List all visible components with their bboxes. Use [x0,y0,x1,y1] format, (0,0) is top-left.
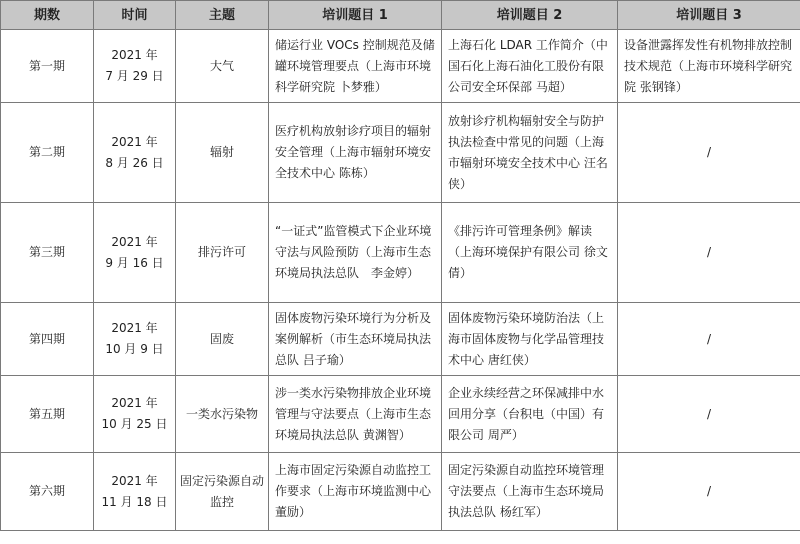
topic-1-cell: 固体废物污染环境行为分析及案例解析（市生态环境局执法总队 吕子瑜） [269,303,442,376]
topic-2-cell: 上海石化 LDAR 工作简介（中国石化上海石油化工股份有限公司安全环保部 马超） [442,30,618,103]
date-year: 2021 年 [111,234,158,249]
table-row [1,453,800,531]
date-cell [94,103,176,203]
period-cell: 第三期 [1,203,94,303]
date-day: 10 月 9 日 [105,342,164,356]
period-cell: 第五期 [1,376,94,453]
period-cell: 第二期 [1,103,94,203]
topic-1-cell: 涉一类水污染物排放企业环境管理与守法要点（上海市生态环境局执法总队 黄渊智） [269,376,442,453]
header-topic-1: 培训题目 1 [269,1,442,30]
date-cell [94,203,176,303]
date-day: 10 月 25 日 [101,417,168,431]
date-year: 2021 年 [111,134,158,149]
topic-2-cell: 固体废物污染环境防治法（上海市固体废物与化学品管理技术中心 唐红侠） [442,303,618,376]
header-topic-3: 培训题目 3 [618,1,800,30]
header-date: 时间 [94,1,176,30]
table-row [1,203,800,303]
period-cell: 第一期 [1,30,94,103]
topic-3-cell: / [618,203,800,303]
period-cell: 第六期 [1,453,94,531]
date-day: 11 月 18 日 [101,494,168,509]
topic-1-cell: 上海市固定污染源自动监控工作要求（上海市环境监测中心 董励） [269,453,442,531]
table-row [1,376,800,453]
theme-cell: 固废 [176,303,269,376]
header-topic-2: 培训题目 2 [442,1,618,30]
theme-cell: 辐射 [176,103,269,203]
theme-cell: 大气 [176,30,269,103]
topic-3-cell: / [618,303,800,376]
header-period: 期数 [1,1,94,30]
table-row [1,303,800,376]
topic-3-cell: / [618,103,800,203]
date-year: 2021 年 [111,321,158,335]
topic-1-cell: 医疗机构放射诊疗项目的辐射安全管理（上海市辐射环境安全技术中心 陈栋） [269,103,442,203]
topic-3-cell: 设备泄露挥发性有机物排放控制技术规范（上海市环境科学研究院 张钢锋） [618,30,800,103]
table-header-row [1,1,800,30]
theme-cell: 固定污染源自动监控 [176,453,269,531]
date-cell [94,303,176,376]
topic-2-cell: 《排污许可管理条例》解读（上海环境保护有限公司 徐文倩） [442,203,618,303]
topic-3-cell: / [618,376,800,453]
topic-2-cell: 放射诊疗机构辐射安全与防护执法检查中常见的问题（上海市辐射环境安全技术中心 汪名侠） [442,103,618,203]
date-day: 7 月 29 日 [105,69,164,83]
date-day: 8 月 26 日 [105,155,164,170]
table-row [1,30,800,103]
date-cell [94,453,176,531]
topic-2-cell: 企业永续经营之环保减排中水回用分享（台积电（中国）有限公司 周严） [442,376,618,453]
header-theme: 主题 [176,1,269,30]
topic-3-cell: / [618,453,800,531]
date-year: 2021 年 [111,48,158,62]
date-cell [94,30,176,103]
period-cell: 第四期 [1,303,94,376]
table-row [1,103,800,203]
topic-1-cell: 储运行业 VOCs 控制规范及储罐环境管理要点（上海市环境科学研究院 卜梦雅） [269,30,442,103]
topic-2-cell: 固定污染源自动监控环境管理守法要点（上海市生态环境局执法总队 杨红军） [442,453,618,531]
date-day: 9 月 16 日 [105,255,164,270]
theme-cell: 一类水污染物 [176,376,269,453]
date-year: 2021 年 [111,473,158,488]
date-year: 2021 年 [111,396,158,410]
theme-cell: 排污许可 [176,203,269,303]
date-cell [94,376,176,453]
topic-1-cell: “一证式”监管模式下企业环境守法与风险预防（上海市生态环境局执法总队 李金婷） [269,203,442,303]
